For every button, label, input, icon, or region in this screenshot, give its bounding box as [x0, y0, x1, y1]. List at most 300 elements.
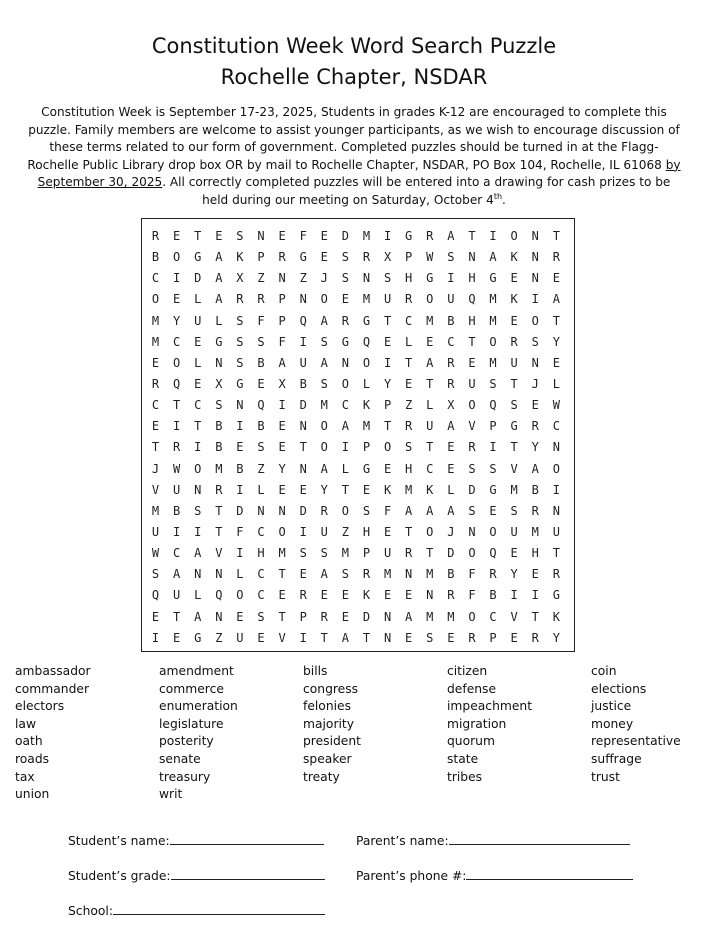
grid-letter[interactable]: E: [278, 419, 286, 434]
grid-letter[interactable]: B: [151, 250, 160, 265]
grid-letter[interactable]: Y: [552, 334, 560, 349]
grid-letter[interactable]: A: [426, 355, 434, 370]
grid-letter[interactable]: G: [194, 250, 202, 265]
grid-letter[interactable]: B: [257, 355, 265, 370]
grid-letter[interactable]: R: [405, 546, 413, 561]
grid-letter[interactable]: E: [447, 440, 455, 455]
grid-letter[interactable]: I: [489, 229, 497, 243]
grid-letter[interactable]: D: [299, 398, 307, 413]
grid-letter[interactable]: N: [215, 355, 223, 370]
grid-letter[interactable]: M: [383, 567, 392, 582]
grid-letter[interactable]: A: [447, 229, 455, 243]
grid-letter[interactable]: S: [383, 271, 392, 286]
grid-letter[interactable]: E: [341, 292, 349, 307]
grid-letter[interactable]: R: [173, 440, 181, 455]
grid-letter[interactable]: N: [426, 588, 434, 603]
grid-letter[interactable]: Z: [257, 271, 265, 286]
grid-letter[interactable]: L: [194, 292, 202, 307]
grid-letter[interactable]: S: [489, 376, 497, 391]
grid-letter[interactable]: D: [236, 503, 244, 518]
grid-letter[interactable]: A: [194, 546, 202, 561]
grid-letter[interactable]: T: [552, 313, 560, 328]
grid-letter[interactable]: I: [447, 271, 455, 286]
grid-letter[interactable]: Q: [489, 546, 497, 561]
grid-letter[interactable]: O: [468, 546, 476, 561]
grid-letter[interactable]: A: [405, 609, 413, 624]
grid-letter[interactable]: O: [236, 588, 244, 603]
student-name-field[interactable]: [68, 832, 324, 849]
grid-letter[interactable]: T: [426, 546, 434, 561]
grid-letter[interactable]: U: [383, 292, 392, 307]
grid-letter[interactable]: T: [426, 440, 434, 455]
grid-letter[interactable]: A: [320, 461, 328, 476]
grid-letter[interactable]: W: [552, 398, 560, 413]
grid-letter[interactable]: G: [362, 313, 371, 328]
grid-letter[interactable]: K: [383, 482, 392, 497]
grid-letter[interactable]: O: [383, 440, 392, 455]
grid-letter[interactable]: R: [151, 376, 160, 391]
grid-letter[interactable]: S: [320, 546, 328, 561]
grid-letter[interactable]: N: [299, 461, 307, 476]
grid-letter[interactable]: D: [468, 482, 476, 497]
grid-letter[interactable]: E: [173, 229, 181, 243]
grid-letter[interactable]: M: [151, 313, 160, 328]
grid-letter[interactable]: A: [341, 419, 349, 434]
grid-letter[interactable]: S: [489, 461, 497, 476]
student-name-line[interactable]: [170, 832, 324, 845]
grid-letter[interactable]: P: [257, 250, 265, 265]
grid-letter[interactable]: G: [341, 334, 349, 349]
grid-letter[interactable]: T: [405, 355, 413, 370]
grid-letter[interactable]: I: [173, 271, 181, 286]
grid-letter[interactable]: O: [362, 355, 371, 370]
grid-letter[interactable]: E: [531, 567, 539, 582]
grid-letter[interactable]: L: [405, 334, 413, 349]
grid-letter[interactable]: K: [510, 250, 518, 265]
grid-letter[interactable]: C: [447, 334, 455, 349]
grid-letter[interactable]: U: [173, 482, 181, 497]
grid-letter[interactable]: R: [552, 250, 560, 265]
grid-letter[interactable]: A: [215, 271, 223, 286]
grid-letter[interactable]: M: [426, 567, 434, 582]
grid-letter[interactable]: Z: [341, 524, 349, 539]
grid-letter[interactable]: A: [215, 250, 223, 265]
grid-letter[interactable]: N: [278, 503, 286, 518]
grid-letter[interactable]: G: [236, 376, 244, 391]
grid-letter[interactable]: T: [278, 609, 286, 624]
grid-letter[interactable]: M: [447, 609, 455, 624]
grid-letter[interactable]: D: [447, 546, 455, 561]
grid-letter[interactable]: E: [552, 355, 560, 370]
grid-letter[interactable]: C: [194, 398, 202, 413]
grid-letter[interactable]: N: [236, 398, 244, 413]
grid-letter[interactable]: E: [383, 334, 392, 349]
grid-letter[interactable]: T: [215, 503, 223, 518]
grid-letter[interactable]: M: [151, 503, 160, 518]
grid-letter[interactable]: P: [278, 292, 286, 307]
grid-letter[interactable]: F: [236, 524, 244, 539]
grid-letter[interactable]: B: [236, 461, 244, 476]
grid-letter[interactable]: T: [173, 398, 181, 413]
grid-letter[interactable]: R: [489, 567, 497, 582]
grid-letter[interactable]: L: [426, 398, 434, 413]
grid-letter[interactable]: B: [447, 567, 455, 582]
grid-letter[interactable]: M: [489, 292, 497, 307]
grid-letter[interactable]: O: [173, 355, 181, 370]
grid-letter[interactable]: K: [236, 250, 244, 265]
grid-letter[interactable]: R: [531, 419, 539, 434]
grid-letter[interactable]: G: [299, 250, 307, 265]
grid-letter[interactable]: K: [552, 609, 560, 624]
grid-letter[interactable]: O: [531, 313, 539, 328]
grid-letter[interactable]: P: [383, 398, 392, 413]
grid-letter[interactable]: R: [531, 630, 539, 645]
grid-letter[interactable]: A: [405, 503, 413, 518]
grid-letter[interactable]: H: [362, 524, 371, 539]
grid-letter[interactable]: R: [447, 588, 455, 603]
grid-letter[interactable]: T: [531, 609, 539, 624]
parent-phone-field[interactable]: [356, 867, 633, 884]
grid-letter[interactable]: M: [426, 609, 434, 624]
grid-letter[interactable]: U: [173, 588, 181, 603]
grid-letter[interactable]: Y: [383, 376, 392, 391]
grid-letter[interactable]: R: [362, 567, 371, 582]
grid-letter[interactable]: O: [489, 524, 497, 539]
grid-letter[interactable]: R: [426, 229, 434, 243]
grid-letter[interactable]: G: [362, 461, 371, 476]
grid-letter[interactable]: T: [194, 419, 202, 434]
grid-letter[interactable]: N: [341, 355, 349, 370]
grid-letter[interactable]: Y: [552, 630, 560, 645]
grid-letter[interactable]: Q: [362, 334, 371, 349]
grid-letter[interactable]: R: [362, 250, 371, 265]
grid-letter[interactable]: N: [468, 524, 476, 539]
grid-letter[interactable]: H: [468, 271, 476, 286]
grid-letter[interactable]: L: [552, 376, 560, 391]
grid-letter[interactable]: T: [173, 609, 181, 624]
grid-letter[interactable]: E: [510, 546, 518, 561]
grid-letter[interactable]: E: [405, 588, 413, 603]
grid-letter[interactable]: P: [362, 546, 371, 561]
grid-letter[interactable]: A: [320, 313, 328, 328]
grid-letter[interactable]: T: [151, 440, 160, 455]
grid-letter[interactable]: I: [531, 588, 539, 603]
grid-letter[interactable]: N: [215, 609, 223, 624]
grid-letter[interactable]: Q: [173, 376, 181, 391]
grid-letter[interactable]: M: [215, 461, 223, 476]
grid-letter[interactable]: F: [383, 503, 392, 518]
grid-letter[interactable]: W: [173, 461, 181, 476]
grid-letter[interactable]: T: [320, 630, 328, 645]
grid-letter[interactable]: C: [151, 271, 160, 286]
grid-letter[interactable]: E: [552, 271, 560, 286]
grid-letter[interactable]: E: [383, 588, 392, 603]
grid-letter[interactable]: V: [151, 482, 160, 497]
grid-letter[interactable]: I: [173, 419, 181, 434]
grid-letter[interactable]: K: [426, 482, 434, 497]
grid-letter[interactable]: N: [531, 229, 539, 243]
grid-letter[interactable]: O: [320, 292, 328, 307]
grid-letter[interactable]: E: [299, 567, 307, 582]
grid-letter[interactable]: R: [236, 292, 244, 307]
grid-letter[interactable]: E: [151, 355, 160, 370]
grid-letter[interactable]: T: [426, 376, 434, 391]
grid-letter[interactable]: S: [320, 334, 328, 349]
grid-letter[interactable]: U: [299, 355, 307, 370]
grid-letter[interactable]: E: [447, 461, 455, 476]
grid-letter[interactable]: G: [510, 419, 518, 434]
grid-letter[interactable]: Y: [531, 440, 539, 455]
parent-name-line[interactable]: [449, 832, 630, 845]
grid-letter[interactable]: C: [173, 546, 181, 561]
grid-letter[interactable]: L: [257, 482, 265, 497]
grid-letter[interactable]: G: [552, 588, 560, 603]
grid-letter[interactable]: S: [426, 630, 434, 645]
grid-letter[interactable]: T: [383, 419, 392, 434]
grid-letter[interactable]: A: [489, 250, 497, 265]
grid-letter[interactable]: M: [405, 482, 413, 497]
grid-letter[interactable]: A: [426, 503, 434, 518]
grid-letter[interactable]: E: [510, 271, 518, 286]
grid-letter[interactable]: S: [236, 334, 244, 349]
grid-letter[interactable]: O: [173, 250, 181, 265]
grid-letter[interactable]: R: [405, 419, 413, 434]
grid-letter[interactable]: E: [405, 376, 413, 391]
grid-letter[interactable]: E: [236, 440, 244, 455]
grid-letter[interactable]: I: [341, 440, 349, 455]
grid-letter[interactable]: U: [510, 355, 518, 370]
grid-letter[interactable]: F: [468, 588, 476, 603]
grid-letter[interactable]: S: [341, 250, 349, 265]
grid-letter[interactable]: E: [215, 229, 223, 243]
grid-letter[interactable]: E: [320, 250, 328, 265]
grid-letter[interactable]: D: [299, 503, 307, 518]
grid-letter[interactable]: E: [510, 630, 518, 645]
grid-letter[interactable]: I: [236, 546, 244, 561]
grid-letter[interactable]: C: [173, 334, 181, 349]
grid-letter[interactable]: J: [531, 376, 539, 391]
grid-letter[interactable]: L: [194, 355, 202, 370]
grid-letter[interactable]: S: [236, 229, 244, 243]
grid-letter[interactable]: J: [320, 271, 328, 286]
grid-letter[interactable]: H: [405, 461, 413, 476]
grid-letter[interactable]: M: [362, 292, 371, 307]
student-grade-field[interactable]: [68, 867, 325, 884]
grid-letter[interactable]: L: [447, 482, 455, 497]
grid-letter[interactable]: O: [489, 334, 497, 349]
grid-letter[interactable]: E: [194, 334, 202, 349]
grid-letter[interactable]: L: [194, 588, 202, 603]
grid-letter[interactable]: T: [341, 482, 349, 497]
grid-letter[interactable]: K: [362, 588, 371, 603]
grid-letter[interactable]: T: [468, 334, 476, 349]
grid-letter[interactable]: R: [320, 609, 328, 624]
grid-letter[interactable]: N: [383, 609, 392, 624]
grid-letter[interactable]: M: [362, 419, 371, 434]
grid-letter[interactable]: B: [489, 588, 497, 603]
grid-letter[interactable]: I: [299, 630, 307, 645]
grid-letter[interactable]: N: [257, 503, 265, 518]
grid-letter[interactable]: S: [151, 567, 160, 582]
grid-letter[interactable]: S: [405, 440, 413, 455]
grid-letter[interactable]: E: [426, 334, 434, 349]
school-field[interactable]: [68, 902, 325, 919]
grid-letter[interactable]: N: [405, 567, 413, 582]
grid-letter[interactable]: I: [383, 229, 392, 243]
grid-letter[interactable]: N: [278, 271, 286, 286]
grid-letter[interactable]: S: [447, 250, 455, 265]
grid-letter[interactable]: U: [552, 524, 560, 539]
grid-letter[interactable]: R: [320, 503, 328, 518]
grid-letter[interactable]: I: [236, 482, 244, 497]
grid-letter[interactable]: E: [510, 313, 518, 328]
grid-letter[interactable]: A: [173, 567, 181, 582]
grid-letter[interactable]: I: [383, 355, 392, 370]
grid-letter[interactable]: D: [194, 271, 202, 286]
grid-letter[interactable]: U: [510, 524, 518, 539]
grid-letter[interactable]: O: [468, 609, 476, 624]
grid-letter[interactable]: S: [341, 567, 349, 582]
grid-letter[interactable]: R: [341, 313, 349, 328]
grid-letter[interactable]: C: [257, 567, 265, 582]
grid-letter[interactable]: H: [405, 271, 413, 286]
grid-letter[interactable]: P: [405, 250, 413, 265]
grid-letter[interactable]: Q: [215, 588, 223, 603]
grid-letter[interactable]: T: [552, 546, 560, 561]
grid-letter[interactable]: H: [468, 313, 476, 328]
grid-letter[interactable]: N: [362, 271, 371, 286]
grid-letter[interactable]: S: [510, 398, 518, 413]
grid-letter[interactable]: N: [383, 630, 392, 645]
grid-letter[interactable]: M: [362, 229, 371, 243]
grid-letter[interactable]: T: [552, 229, 560, 243]
grid-letter[interactable]: R: [510, 334, 518, 349]
grid-letter[interactable]: E: [151, 419, 160, 434]
grid-letter[interactable]: Y: [510, 567, 518, 582]
grid-letter[interactable]: A: [320, 355, 328, 370]
grid-letter[interactable]: G: [426, 271, 434, 286]
grid-letter[interactable]: E: [341, 609, 349, 624]
grid-letter[interactable]: I: [278, 398, 286, 413]
grid-letter[interactable]: W: [426, 250, 434, 265]
grid-letter[interactable]: F: [278, 334, 286, 349]
grid-letter[interactable]: E: [447, 630, 455, 645]
grid-letter[interactable]: S: [362, 503, 371, 518]
grid-letter[interactable]: N: [215, 567, 223, 582]
grid-letter[interactable]: C: [489, 609, 497, 624]
grid-letter[interactable]: A: [447, 419, 455, 434]
grid-letter[interactable]: D: [341, 229, 349, 243]
grid-letter[interactable]: S: [531, 334, 539, 349]
grid-letter[interactable]: M: [426, 313, 434, 328]
parent-name-field[interactable]: [356, 832, 630, 849]
grid-letter[interactable]: S: [194, 503, 202, 518]
grid-letter[interactable]: U: [151, 524, 160, 539]
grid-letter[interactable]: O: [341, 503, 349, 518]
grid-letter[interactable]: I: [552, 482, 560, 497]
grid-letter[interactable]: L: [362, 376, 371, 391]
grid-letter[interactable]: T: [362, 630, 371, 645]
grid-letter[interactable]: C: [426, 461, 434, 476]
grid-letter[interactable]: P: [278, 313, 286, 328]
grid-letter[interactable]: S: [468, 503, 476, 518]
grid-letter[interactable]: E: [468, 355, 476, 370]
grid-letter[interactable]: P: [489, 630, 497, 645]
grid-letter[interactable]: Q: [257, 398, 265, 413]
grid-letter[interactable]: E: [173, 292, 181, 307]
grid-letter[interactable]: O: [320, 419, 328, 434]
grid-letter[interactable]: R: [552, 567, 560, 582]
grid-letter[interactable]: E: [405, 630, 413, 645]
grid-letter[interactable]: O: [341, 376, 349, 391]
grid-letter[interactable]: B: [173, 503, 181, 518]
grid-letter[interactable]: A: [320, 567, 328, 582]
grid-letter[interactable]: A: [531, 461, 539, 476]
grid-letter[interactable]: T: [278, 567, 286, 582]
grid-letter[interactable]: A: [552, 292, 560, 307]
grid-letter[interactable]: S: [257, 609, 265, 624]
grid-letter[interactable]: L: [236, 567, 244, 582]
grid-letter[interactable]: H: [257, 546, 265, 561]
grid-letter[interactable]: C: [341, 398, 349, 413]
grid-letter[interactable]: N: [552, 503, 560, 518]
grid-letter[interactable]: J: [447, 524, 455, 539]
grid-letter[interactable]: G: [194, 630, 202, 645]
parent-phone-line[interactable]: [466, 867, 633, 880]
grid-letter[interactable]: E: [320, 229, 328, 243]
grid-letter[interactable]: U: [194, 313, 202, 328]
grid-letter[interactable]: I: [194, 524, 202, 539]
grid-letter[interactable]: A: [447, 503, 455, 518]
grid-letter[interactable]: E: [362, 482, 371, 497]
grid-letter[interactable]: N: [299, 419, 307, 434]
grid-letter[interactable]: E: [278, 440, 286, 455]
grid-letter[interactable]: S: [257, 440, 265, 455]
grid-letter[interactable]: Q: [489, 398, 497, 413]
grid-letter[interactable]: Q: [151, 588, 160, 603]
grid-letter[interactable]: C: [151, 398, 160, 413]
grid-letter[interactable]: R: [405, 292, 413, 307]
grid-letter[interactable]: S: [257, 334, 265, 349]
grid-letter[interactable]: S: [299, 546, 307, 561]
grid-letter[interactable]: I: [510, 588, 518, 603]
grid-letter[interactable]: C: [552, 419, 560, 434]
grid-letter[interactable]: Y: [320, 482, 328, 497]
grid-letter[interactable]: Y: [173, 313, 181, 328]
grid-letter[interactable]: R: [299, 588, 307, 603]
grid-letter[interactable]: G: [489, 482, 497, 497]
grid-letter[interactable]: X: [215, 376, 223, 391]
grid-letter[interactable]: V: [468, 419, 476, 434]
grid-letter[interactable]: Q: [299, 313, 307, 328]
grid-letter[interactable]: U: [320, 524, 328, 539]
grid-letter[interactable]: E: [173, 630, 181, 645]
grid-letter[interactable]: N: [299, 292, 307, 307]
grid-letter[interactable]: I: [299, 524, 307, 539]
grid-letter[interactable]: U: [236, 630, 244, 645]
grid-letter[interactable]: A: [194, 609, 202, 624]
grid-letter[interactable]: R: [468, 440, 476, 455]
grid-letter[interactable]: M: [341, 546, 349, 561]
grid-letter[interactable]: O: [194, 461, 202, 476]
grid-letter[interactable]: S: [341, 271, 349, 286]
grid-letter[interactable]: P: [299, 609, 307, 624]
grid-letter[interactable]: G: [489, 271, 497, 286]
grid-letter[interactable]: O: [426, 292, 434, 307]
grid-letter[interactable]: O: [320, 440, 328, 455]
grid-letter[interactable]: T: [194, 229, 202, 243]
grid-letter[interactable]: R: [151, 229, 160, 243]
